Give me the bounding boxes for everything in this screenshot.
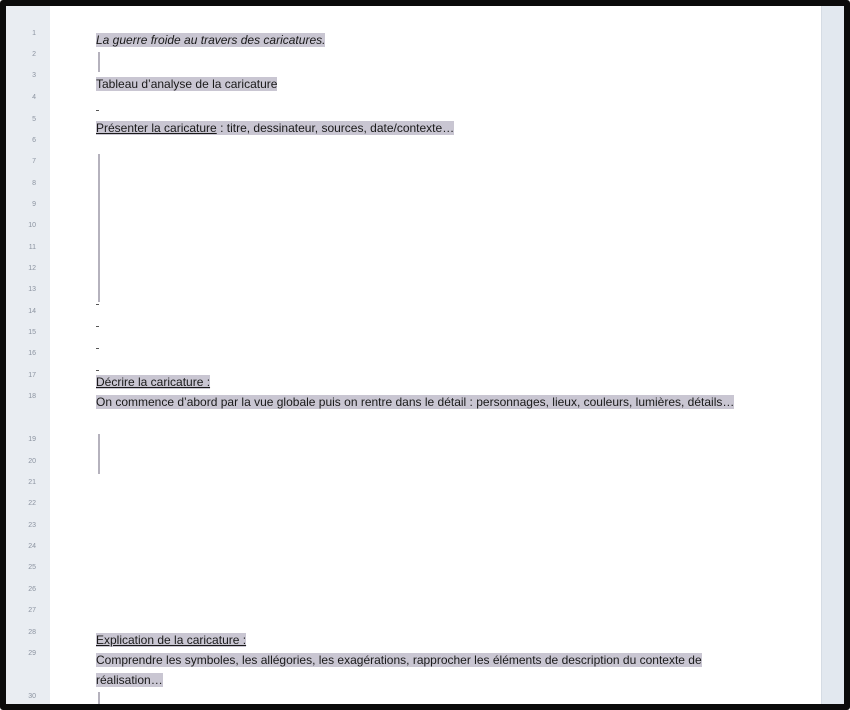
line-number: 19: [28, 436, 36, 443]
doc-line-1[interactable]: [96, 30, 325, 50]
empty-line-marker: [98, 52, 100, 72]
line-number: 17: [28, 372, 36, 379]
doc-line-3[interactable]: [96, 74, 277, 94]
line-number-gutter: [6, 6, 51, 704]
line-number: 13: [28, 286, 36, 293]
doc-line-29[interactable]: [96, 650, 746, 690]
section-describe-text: On commence d’abord par la vue globale puis on rentre dans le détail : personnages, lieux, couleurs, lumières, détails…: [96, 395, 735, 409]
line-number: 16: [28, 350, 36, 357]
line-number: 26: [28, 586, 36, 593]
line-number: 6: [32, 137, 36, 144]
selection-bar-3: [98, 692, 100, 710]
line-number: 28: [28, 629, 36, 636]
line-number: 24: [28, 543, 36, 550]
empty-line-tick: [96, 348, 99, 349]
line-number: 5: [32, 116, 36, 123]
empty-line-tick: [96, 326, 99, 327]
line-number: 23: [28, 522, 36, 529]
section-present-label: Présenter la caricature: [96, 121, 217, 135]
document-title: La guerre froide au travers des caricatures.: [96, 33, 326, 47]
line-number: 10: [28, 222, 36, 229]
empty-line-tick: [96, 110, 99, 111]
section-describe-label: Décrire la caricature :: [96, 375, 211, 389]
line-number: 29: [28, 650, 36, 657]
line-number: 7: [32, 158, 36, 165]
empty-line-tick: [96, 304, 99, 305]
line-number: 22: [28, 500, 36, 507]
line-number: 2: [32, 51, 36, 58]
document-body[interactable]: [50, 6, 822, 704]
section-explain-label: Explication de la caricature :: [96, 633, 247, 647]
line-number: 21: [28, 479, 36, 486]
doc-line-17[interactable]: [96, 372, 210, 392]
line-number: 18: [28, 393, 36, 400]
doc-line-18[interactable]: [96, 392, 746, 412]
line-number: 15: [28, 329, 36, 336]
empty-line-tick: [96, 370, 99, 371]
right-sidebar-strip: [821, 6, 844, 704]
line-number: 3: [32, 72, 36, 79]
line-number: 30: [28, 693, 36, 700]
line-number: 4: [32, 94, 36, 101]
table-heading: Tableau d’analyse de la caricature: [96, 77, 278, 91]
section-present-text: : titre, dessinateur, sources, date/contexte…: [216, 121, 455, 135]
line-number: 14: [28, 308, 36, 315]
line-number: 12: [28, 265, 36, 272]
line-number: 11: [28, 244, 36, 251]
line-number: 27: [28, 607, 36, 614]
line-number: 25: [28, 564, 36, 571]
doc-line-28[interactable]: [96, 630, 246, 650]
selection-bar-1: [98, 154, 100, 302]
line-number: 1: [32, 30, 36, 37]
selection-bar-2: [98, 434, 100, 474]
line-number: 8: [32, 180, 36, 187]
doc-line-5[interactable]: [96, 118, 454, 138]
line-number: 9: [32, 201, 36, 208]
line-number: 20: [28, 458, 36, 465]
section-explain-text: Comprendre les symboles, les allégories, les exagérations, rapprocher les éléments de description du contexte de réalisation…: [96, 653, 702, 687]
